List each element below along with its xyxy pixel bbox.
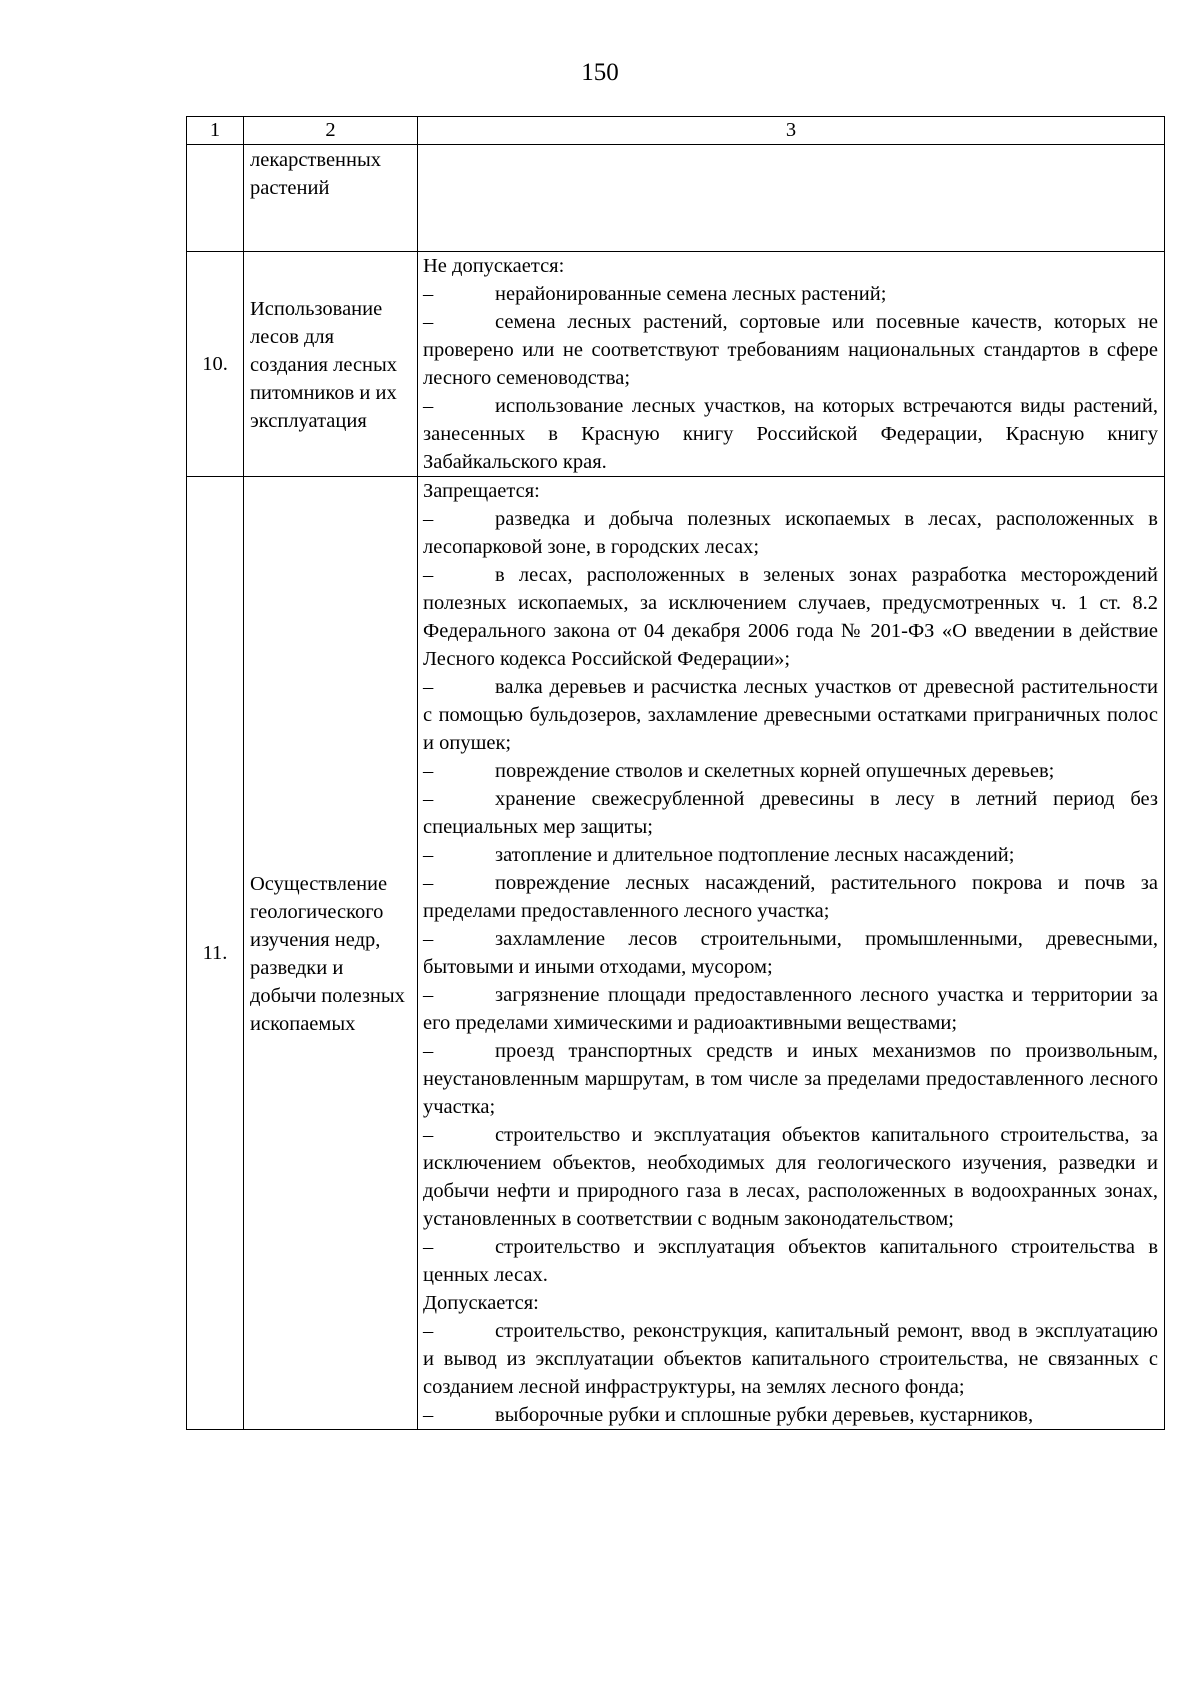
dash-marker: – <box>423 1124 434 1146</box>
row-number: 10. <box>187 252 244 477</box>
requirement-item: – в лесах, расположенных в зеленых зонах разработка месторождений полезных ископаемых, за исключением случаев, предусмотренных ч. 1 ст. 8.2 Федерального закона от 04 декабря 2006 года № 201-ФЗ «О введении в действие Лесного кодекса Российской Федерации»; <box>423 561 1158 673</box>
requirement-item: – разведка и добыча полезных ископаемых в лесах, расположенных в лесопарковой зоне, в городских лесах; <box>423 505 1158 561</box>
requirement-item: – строительство и эксплуатация объектов капитального строительства в ценных лесах. <box>423 1233 1158 1289</box>
dash-marker: – <box>423 283 434 305</box>
dash-marker: – <box>423 928 434 950</box>
requirements-cell <box>418 477 1165 1430</box>
requirement-item: – семена лесных растений, сортовые или посевные качеств, которых не проверено или не соответствуют требованиям национальных стандартов в сфере лесного семеноводства; <box>423 308 1158 392</box>
dash-marker: – <box>423 1404 434 1426</box>
activity-cell <box>244 252 418 477</box>
table-row <box>187 252 1165 477</box>
dash-marker: – <box>423 1040 434 1062</box>
table-row <box>187 145 1165 252</box>
activity-name: Использование лесов для создания лесных питомников и их эксплуатация <box>250 297 398 432</box>
regulations-table <box>186 116 1165 1430</box>
requirement-item: – валка деревьев и расчистка лесных участков от древесной растительности с помощью бульдозеров, захламление древесными остатками приграничных полос и опушек; <box>423 673 1158 757</box>
requirement-item: – выборочные рубки и сплошные рубки деревьев, кустарников, <box>423 1401 1158 1429</box>
activity-cell <box>244 477 418 1430</box>
activity-name: лекарственных растений <box>250 149 382 199</box>
dash-marker: – <box>423 676 434 698</box>
header-cell-2: 2 <box>244 117 418 145</box>
requirement-item: – хранение свежесрубленной древесины в лесу в летний период без специальных мер защиты; <box>423 785 1158 841</box>
requirement-item: – строительство, реконструкция, капитальный ремонт, ввод в эксплуатацию и вывод из эксплуатации объектов капитального строительства, не связанных с созданием лесной инфраструктуры, на землях лесного фонда; <box>423 1317 1158 1401</box>
requirement-label: Допускается: <box>423 1292 539 1314</box>
dash-marker: – <box>423 760 434 782</box>
dash-marker: – <box>423 395 434 417</box>
requirement-item: – нерайонированные семена лесных растений; <box>423 280 1158 308</box>
requirement-label: Запрещается: <box>423 480 540 502</box>
requirement-item: – проезд транспортных средств и иных механизмов по произвольным, неустановленным маршрутам, в том числе за пределами предоставленного лесного участка; <box>423 1037 1158 1121</box>
requirement-item: – повреждение лесных насаждений, растительного покрова и почв за пределами предоставленного лесного участка; <box>423 869 1158 925</box>
requirement-item: – затопление и длительное подтопление лесных насаждений; <box>423 841 1158 869</box>
row-number: 11. <box>187 477 244 1430</box>
requirement-label: Не допускается: <box>423 255 565 277</box>
table-header-row <box>187 117 1165 145</box>
dash-marker: – <box>423 984 434 1006</box>
header-cell-3: 3 <box>418 117 1165 145</box>
requirement-item: – использование лесных участков, на которых встречаются виды растений, занесенных в Красную книгу Российской Федерации, Красную книгу Забайкальского края. <box>423 392 1158 476</box>
requirements-cell <box>418 145 1165 252</box>
activity-name: Осуществление геологического изучения недр, разведки и добычи полезных ископаемых <box>250 872 405 1035</box>
requirement-item: – захламление лесов строительными, промышленными, древесными, бытовыми и иными отходами, мусором; <box>423 925 1158 981</box>
dash-marker: – <box>423 844 434 866</box>
dash-marker: – <box>423 564 434 586</box>
header-cell-1: 1 <box>187 117 244 145</box>
dash-marker: – <box>423 1320 434 1342</box>
requirement-item: – повреждение стволов и скелетных корней опушечных деревьев; <box>423 757 1158 785</box>
requirement-item: – строительство и эксплуатация объектов капитального строительства, за исключением объектов, необходимых для геологического изучения, разведки и добычи нефти и природного газа в лесах, расположенных в водоохранных зонах, установленных в соответствии с водным законодательством; <box>423 1121 1158 1233</box>
requirement-item: – загрязнение площади предоставленного лесного участка и территории за его пределами химическими и радиоактивными веществами; <box>423 981 1158 1037</box>
dash-marker: – <box>423 788 434 810</box>
dash-marker: – <box>423 311 434 333</box>
dash-marker: – <box>423 508 434 530</box>
row-number <box>187 145 244 252</box>
page-number: 150 <box>581 59 619 86</box>
dash-marker: – <box>423 1236 434 1258</box>
dash-marker: – <box>423 872 434 894</box>
requirements-cell <box>418 252 1165 477</box>
table-row <box>187 477 1165 1430</box>
activity-cell <box>244 145 418 252</box>
